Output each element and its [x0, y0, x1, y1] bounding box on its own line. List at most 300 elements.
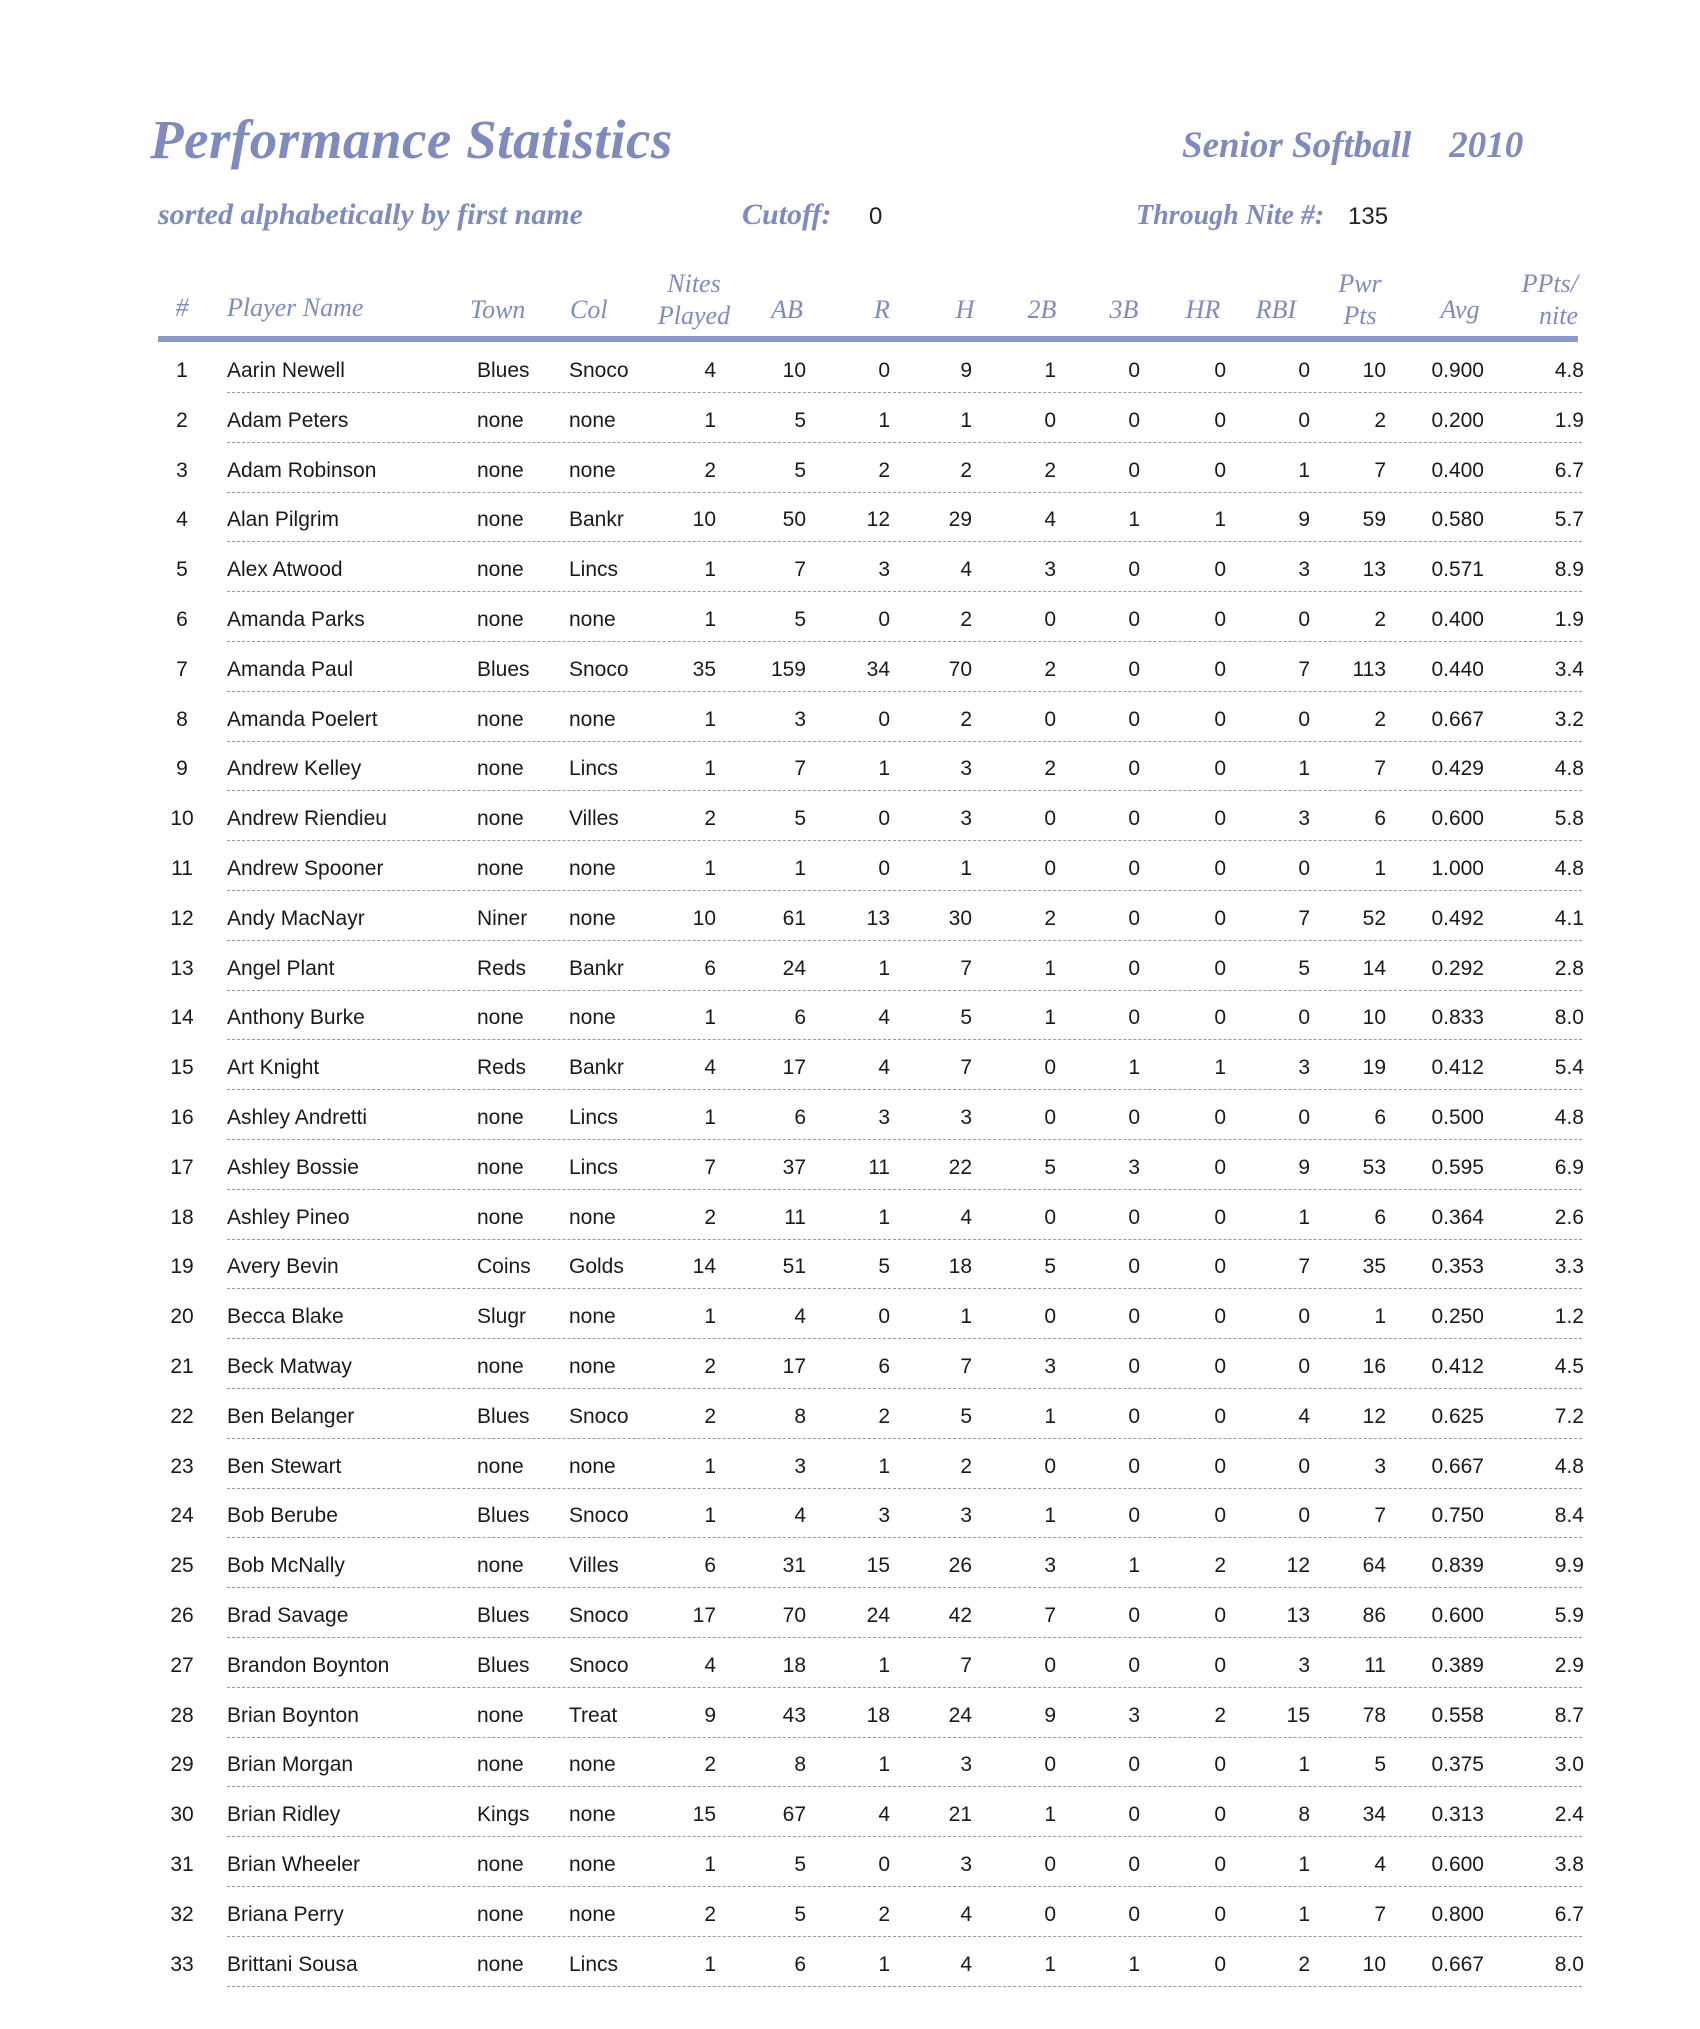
cell-town: none — [477, 1155, 524, 1179]
cell-hits: 24 — [948, 1703, 972, 1727]
cell-player-name: Brian Boynton — [227, 1703, 359, 1727]
cell-town: none — [477, 1703, 524, 1727]
cell-doubles: 0 — [1044, 1653, 1056, 1677]
cell-hits: 3 — [960, 807, 972, 831]
cell-ab: 24 — [782, 956, 806, 980]
cell-triples: 0 — [1128, 359, 1140, 382]
cell-town: none — [477, 1205, 524, 1229]
cell-ab: 67 — [782, 1803, 806, 1827]
cell-batting-avg: 0.412 — [1431, 1355, 1484, 1378]
cell-hits: 3 — [960, 1504, 972, 1528]
cell-rbi: 13 — [1286, 1604, 1310, 1627]
cell-rbi: 3 — [1298, 1056, 1310, 1080]
cell-row-number: 23 — [170, 1454, 194, 1478]
table-row — [0, 1491, 1700, 1541]
cell-player-name: Ben Stewart — [227, 1454, 342, 1478]
cell-doubles: 0 — [1044, 1205, 1056, 1229]
table-row — [0, 1790, 1700, 1840]
cell-row-number: 14 — [170, 1006, 194, 1030]
cell-ppts-per-nite: 2.8 — [1554, 956, 1584, 980]
cell-nites-played: 2 — [704, 1404, 716, 1428]
cell-col: none — [569, 608, 616, 631]
cell-home-runs: 0 — [1214, 1753, 1226, 1777]
cell-doubles: 1 — [1044, 1006, 1056, 1030]
cell-town: Blues — [477, 657, 530, 681]
cell-doubles: 2 — [1044, 458, 1056, 482]
cell-rbi: 0 — [1298, 408, 1310, 432]
cell-hits: 3 — [960, 1853, 972, 1876]
cell-triples: 0 — [1128, 1853, 1140, 1876]
row-divider — [227, 1986, 1582, 1987]
cell-home-runs: 0 — [1214, 1604, 1226, 1627]
cell-doubles: 5 — [1044, 1155, 1056, 1179]
cell-row-number: 12 — [170, 906, 194, 930]
cell-batting-avg: 0.500 — [1431, 1106, 1484, 1129]
cell-triples: 0 — [1128, 408, 1140, 432]
cell-ab: 5 — [794, 408, 806, 432]
cell-ppts-per-nite: 8.0 — [1554, 1952, 1584, 1976]
cell-row-number: 6 — [176, 608, 188, 631]
cell-ppts-per-nite: 1.9 — [1554, 408, 1584, 432]
col-header-rbi: RBI — [1255, 295, 1297, 324]
cell-runs: 0 — [878, 1853, 890, 1876]
table-row — [0, 1392, 1700, 1442]
cell-runs: 0 — [878, 359, 890, 382]
cell-ab: 50 — [782, 508, 806, 532]
cell-col: none — [569, 1853, 616, 1876]
cell-doubles: 2 — [1044, 906, 1056, 930]
table-row — [0, 595, 1700, 645]
cell-hits: 30 — [948, 906, 972, 930]
table-row — [0, 1940, 1700, 1990]
cell-player-name: Bob Berube — [227, 1504, 338, 1528]
cell-player-name: Andrew Riendieu — [227, 807, 387, 831]
row-divider — [227, 1836, 1582, 1837]
col-header-ppts — [1500, 268, 1578, 332]
cell-home-runs: 0 — [1214, 1902, 1226, 1926]
cell-triples: 1 — [1128, 1056, 1140, 1080]
row-divider — [227, 1388, 1582, 1389]
cell-home-runs: 0 — [1214, 1853, 1226, 1876]
cell-rbi: 2 — [1298, 1952, 1310, 1976]
cell-rbi: 1 — [1298, 757, 1310, 781]
cell-power-points: 7 — [1374, 1902, 1386, 1926]
cell-rbi: 5 — [1298, 956, 1310, 980]
cell-batting-avg: 0.600 — [1431, 1853, 1484, 1876]
cell-batting-avg: 0.250 — [1431, 1305, 1484, 1329]
cell-home-runs: 0 — [1214, 857, 1226, 880]
cell-rbi: 1 — [1298, 1205, 1310, 1229]
cell-nites-played: 4 — [704, 1653, 716, 1677]
cell-hits: 5 — [960, 1404, 972, 1428]
cell-player-name: Brian Ridley — [227, 1803, 341, 1827]
cell-triples: 0 — [1128, 1106, 1140, 1129]
cell-town: Niner — [477, 906, 528, 930]
cell-runs: 1 — [878, 1205, 890, 1229]
cell-batting-avg: 0.429 — [1431, 757, 1484, 781]
table-row — [0, 1840, 1700, 1890]
table-row — [0, 1442, 1700, 1492]
cell-runs: 3 — [878, 1504, 890, 1528]
cell-runs: 0 — [878, 807, 890, 831]
cell-ppts-per-nite: 6.7 — [1554, 1902, 1584, 1926]
cell-hits: 7 — [960, 956, 972, 980]
cell-nites-played: 4 — [704, 1056, 716, 1080]
cell-hits: 3 — [960, 757, 972, 781]
table-row — [0, 695, 1700, 745]
cell-nites-played: 2 — [704, 1205, 716, 1229]
cell-triples: 3 — [1128, 1703, 1140, 1727]
cell-nites-played: 4 — [704, 359, 716, 382]
cell-town: none — [477, 1554, 524, 1578]
cell-runs: 15 — [866, 1554, 890, 1578]
cell-town: Blues — [477, 1404, 530, 1428]
cell-ab: 31 — [782, 1554, 806, 1578]
cell-town: Blues — [477, 1604, 530, 1627]
cell-row-number: 24 — [170, 1504, 194, 1528]
cell-rbi: 1 — [1298, 1902, 1310, 1926]
table-row — [0, 1541, 1700, 1591]
cell-col: Lincs — [569, 1106, 619, 1129]
cell-home-runs: 1 — [1214, 1056, 1226, 1080]
cell-power-points: 10 — [1362, 359, 1386, 382]
cell-doubles: 1 — [1044, 956, 1056, 980]
cell-triples: 0 — [1128, 956, 1140, 980]
table-row — [0, 794, 1700, 844]
row-divider — [227, 1737, 1582, 1738]
cell-ppts-per-nite: 8.4 — [1554, 1504, 1584, 1528]
cell-triples: 0 — [1128, 1454, 1140, 1478]
cell-runs: 1 — [878, 1753, 890, 1777]
cell-town: none — [477, 1902, 524, 1926]
cell-nites-played: 6 — [704, 956, 716, 980]
cell-nites-played: 1 — [704, 1006, 716, 1030]
cell-ppts-per-nite: 8.9 — [1554, 558, 1584, 582]
cell-runs: 2 — [878, 458, 890, 482]
cell-doubles: 0 — [1044, 1454, 1056, 1478]
cell-nites-played: 14 — [692, 1255, 716, 1279]
cell-runs: 11 — [868, 1155, 890, 1179]
cell-ab: 18 — [782, 1653, 806, 1677]
cell-home-runs: 1 — [1214, 508, 1226, 532]
cell-power-points: 3 — [1374, 1454, 1386, 1478]
cell-player-name: Amanda Paul — [227, 657, 354, 681]
row-divider — [227, 1637, 1582, 1638]
cell-ppts-per-nite: 4.8 — [1554, 1454, 1584, 1478]
row-divider — [227, 1039, 1582, 1040]
cell-ppts-per-nite: 3.4 — [1554, 657, 1584, 681]
table-row — [0, 446, 1700, 496]
cell-town: none — [477, 707, 524, 731]
cell-batting-avg: 0.400 — [1431, 458, 1484, 482]
cell-home-runs: 0 — [1214, 1155, 1226, 1179]
cell-row-number: 17 — [170, 1155, 194, 1179]
cell-ab: 5 — [794, 807, 806, 831]
cell-col: Bankr — [569, 1056, 624, 1080]
cell-player-name: Angel Plant — [227, 956, 335, 980]
table-row — [0, 894, 1700, 944]
cell-hits: 7 — [960, 1355, 972, 1378]
cell-power-points: 7 — [1374, 757, 1386, 781]
cell-ab: 7 — [794, 558, 806, 582]
cell-power-points: 16 — [1362, 1355, 1386, 1378]
cell-row-number: 16 — [170, 1106, 194, 1129]
table-row — [0, 1143, 1700, 1193]
col-header-hr: HR — [1185, 295, 1221, 324]
cell-town: Blues — [477, 1504, 530, 1528]
cell-batting-avg: 0.558 — [1431, 1703, 1484, 1727]
cell-runs: 1 — [878, 1653, 890, 1677]
cell-nites-played: 1 — [704, 1952, 716, 1976]
cell-rbi: 15 — [1286, 1703, 1310, 1727]
cell-runs: 24 — [866, 1604, 890, 1627]
cell-nites-played: 1 — [704, 558, 716, 582]
cell-ab: 159 — [770, 657, 806, 681]
cell-home-runs: 2 — [1214, 1703, 1226, 1727]
cell-row-number: 1 — [176, 359, 188, 382]
row-divider — [227, 1189, 1582, 1190]
table-row — [0, 1691, 1700, 1741]
cell-row-number: 10 — [170, 807, 194, 831]
row-divider — [227, 591, 1582, 592]
cell-home-runs: 0 — [1214, 1952, 1226, 1976]
cell-row-number: 26 — [170, 1604, 194, 1627]
cell-home-runs: 2 — [1214, 1554, 1226, 1578]
cell-runs: 1 — [878, 408, 890, 432]
cell-nites-played: 2 — [704, 1355, 716, 1378]
cell-row-number: 8 — [176, 707, 188, 731]
cell-nites-played: 2 — [704, 1902, 716, 1926]
cell-col: none — [569, 458, 616, 482]
cell-ppts-per-nite: 5.4 — [1554, 1056, 1584, 1080]
cell-nites-played: 2 — [704, 807, 716, 831]
cell-power-points: 86 — [1362, 1604, 1386, 1627]
cell-triples: 0 — [1128, 1803, 1140, 1827]
row-divider — [227, 691, 1582, 692]
cell-ab: 6 — [794, 1952, 806, 1976]
cell-rbi: 9 — [1298, 508, 1310, 532]
cell-player-name: Alex Atwood — [227, 558, 343, 582]
cell-ab: 6 — [794, 1006, 806, 1030]
cell-hits: 2 — [960, 458, 972, 482]
cell-doubles: 3 — [1044, 1355, 1056, 1378]
cell-batting-avg: 0.667 — [1431, 1454, 1484, 1478]
cell-doubles: 0 — [1044, 608, 1056, 631]
cell-home-runs: 0 — [1214, 807, 1226, 831]
cell-power-points: 53 — [1362, 1155, 1386, 1179]
cell-runs: 18 — [866, 1703, 890, 1727]
cell-triples: 0 — [1128, 1504, 1140, 1528]
cell-power-points: 10 — [1362, 1952, 1386, 1976]
cell-player-name: Briana Perry — [227, 1902, 344, 1926]
cell-home-runs: 0 — [1214, 1305, 1226, 1329]
cell-row-number: 3 — [176, 458, 188, 482]
cell-ppts-per-nite: 4.5 — [1554, 1355, 1584, 1378]
cell-doubles: 0 — [1044, 1106, 1056, 1129]
cell-runs: 13 — [866, 906, 890, 930]
cell-runs: 34 — [866, 657, 890, 681]
cell-batting-avg: 0.200 — [1431, 408, 1484, 432]
cell-runs: 0 — [878, 608, 890, 631]
cell-hits: 42 — [948, 1604, 972, 1627]
cell-home-runs: 0 — [1214, 1355, 1226, 1378]
cell-batting-avg: 0.571 — [1431, 558, 1484, 582]
cell-col: Villes — [569, 807, 619, 831]
cell-col: Snoco — [569, 1404, 629, 1428]
cell-doubles: 1 — [1044, 1803, 1056, 1827]
cell-batting-avg: 0.667 — [1431, 707, 1484, 731]
cell-player-name: Ben Belanger — [227, 1404, 355, 1428]
cell-doubles: 3 — [1044, 1554, 1056, 1578]
row-divider — [227, 1936, 1582, 1937]
cell-home-runs: 0 — [1214, 1504, 1226, 1528]
table-row — [0, 495, 1700, 545]
cell-town: none — [477, 1454, 524, 1478]
cell-hits: 26 — [948, 1554, 972, 1578]
cell-runs: 1 — [878, 1952, 890, 1976]
cell-hits: 4 — [960, 558, 972, 582]
cell-doubles: 0 — [1044, 1305, 1056, 1329]
cell-rbi: 12 — [1286, 1554, 1310, 1578]
cell-col: Bankr — [569, 956, 624, 980]
col-header-avg: Avg — [1440, 295, 1480, 324]
cell-doubles: 0 — [1044, 1753, 1056, 1777]
col-header-name: Player Name — [227, 293, 364, 322]
row-divider — [227, 741, 1582, 742]
cell-hits: 3 — [960, 1106, 972, 1129]
league-name: Senior Softball — [1182, 125, 1412, 166]
cell-hits: 1 — [960, 1305, 972, 1329]
table-row — [0, 744, 1700, 794]
cell-nites-played: 1 — [704, 1504, 716, 1528]
cell-town: Coins — [477, 1255, 531, 1279]
cell-nites-played: 10 — [692, 906, 716, 930]
cell-player-name: Adam Robinson — [227, 458, 377, 482]
cell-runs: 0 — [878, 857, 890, 880]
cutoff-label: Cutoff: — [742, 198, 832, 231]
cell-nites-played: 35 — [692, 657, 716, 681]
cell-ppts-per-nite: 2.6 — [1554, 1205, 1584, 1229]
cell-batting-avg: 0.600 — [1431, 807, 1484, 831]
cell-ab: 51 — [782, 1255, 806, 1279]
cell-player-name: Ashley Pineo — [227, 1205, 350, 1229]
cell-town: Reds — [477, 1056, 527, 1080]
cell-doubles: 1 — [1044, 359, 1056, 382]
cell-hits: 21 — [948, 1803, 972, 1827]
cell-batting-avg: 0.800 — [1431, 1902, 1484, 1926]
cell-power-points: 10 — [1362, 1006, 1386, 1030]
cell-player-name: Alan Pilgrim — [227, 508, 340, 532]
cell-rbi: 0 — [1298, 1006, 1310, 1030]
cell-nites-played: 1 — [704, 408, 716, 432]
table-row — [0, 1591, 1700, 1641]
row-divider — [227, 1288, 1582, 1289]
cell-nites-played: 1 — [704, 757, 716, 781]
cell-ppts-per-nite: 9.9 — [1554, 1554, 1584, 1578]
cell-nites-played: 1 — [704, 1305, 716, 1329]
cell-player-name: Brandon Boynton — [227, 1653, 390, 1677]
cell-player-name: Brian Wheeler — [227, 1853, 361, 1876]
cell-nites-played: 10 — [692, 508, 716, 532]
cell-hits: 2 — [960, 1454, 972, 1478]
cell-batting-avg: 0.625 — [1431, 1404, 1484, 1428]
cell-player-name: Ashley Bossie — [227, 1155, 359, 1179]
cell-town: none — [477, 857, 524, 880]
cell-hits: 4 — [960, 1205, 972, 1229]
cell-ab: 4 — [794, 1504, 806, 1528]
cell-town: none — [477, 1006, 524, 1030]
cell-col: Bankr — [569, 508, 624, 532]
cell-runs: 4 — [878, 1803, 890, 1827]
cell-row-number: 30 — [170, 1803, 194, 1827]
cell-hits: 70 — [948, 657, 972, 681]
cell-ab: 70 — [782, 1604, 806, 1627]
cell-doubles: 0 — [1044, 807, 1056, 831]
cell-col: none — [569, 906, 616, 930]
cell-ppts-per-nite: 5.8 — [1554, 807, 1584, 831]
cell-ab: 8 — [794, 1404, 806, 1428]
cell-ab: 3 — [794, 707, 806, 731]
cell-col: none — [569, 1803, 616, 1827]
cell-triples: 0 — [1128, 1355, 1140, 1378]
cell-player-name: Anthony Burke — [227, 1006, 365, 1030]
cell-doubles: 4 — [1044, 508, 1056, 532]
cell-rbi: 1 — [1298, 458, 1310, 482]
cell-rbi: 0 — [1298, 707, 1310, 731]
cell-hits: 1 — [960, 408, 972, 432]
cell-doubles: 3 — [1044, 558, 1056, 582]
header-rule — [158, 336, 1578, 342]
cell-rbi: 0 — [1298, 1106, 1310, 1129]
row-divider — [227, 442, 1582, 443]
cell-triples: 0 — [1128, 1006, 1140, 1030]
cell-ppts-per-nite: 2.9 — [1554, 1653, 1584, 1677]
cell-hits: 4 — [960, 1902, 972, 1926]
cell-ppts-per-nite: 6.7 — [1554, 458, 1584, 482]
cell-col: Golds — [569, 1255, 624, 1279]
cell-power-points: 2 — [1374, 408, 1386, 432]
col-header-3b: 3B — [1109, 295, 1139, 324]
cell-col: Treat — [569, 1703, 618, 1727]
cell-nites-played: 6 — [704, 1554, 716, 1578]
cell-row-number: 7 — [176, 657, 188, 681]
cell-power-points: 14 — [1362, 956, 1386, 980]
cell-batting-avg: 0.833 — [1431, 1006, 1484, 1030]
cell-col: none — [569, 1305, 616, 1329]
cell-triples: 0 — [1128, 1753, 1140, 1777]
cell-hits: 1 — [960, 857, 972, 880]
cell-ab: 11 — [784, 1205, 806, 1229]
cell-col: Snoco — [569, 657, 629, 681]
cell-power-points: 78 — [1362, 1703, 1386, 1727]
cell-col: Lincs — [569, 558, 619, 582]
col-header-nites-line1: Nites — [667, 269, 721, 298]
cell-rbi: 0 — [1298, 359, 1310, 382]
cell-home-runs: 0 — [1214, 558, 1226, 582]
cell-ab: 1 — [794, 857, 806, 880]
cell-row-number: 11 — [171, 857, 193, 880]
cell-home-runs: 0 — [1214, 1006, 1226, 1030]
cell-row-number: 4 — [176, 508, 188, 532]
cell-col: Lincs — [569, 1155, 619, 1179]
cell-runs: 2 — [878, 1404, 890, 1428]
cell-rbi: 0 — [1298, 608, 1310, 631]
cell-player-name: Aarin Newell — [227, 359, 345, 382]
cell-triples: 0 — [1128, 807, 1140, 831]
cell-doubles: 5 — [1044, 1255, 1056, 1279]
cell-power-points: 5 — [1374, 1753, 1386, 1777]
cell-home-runs: 0 — [1214, 1803, 1226, 1827]
